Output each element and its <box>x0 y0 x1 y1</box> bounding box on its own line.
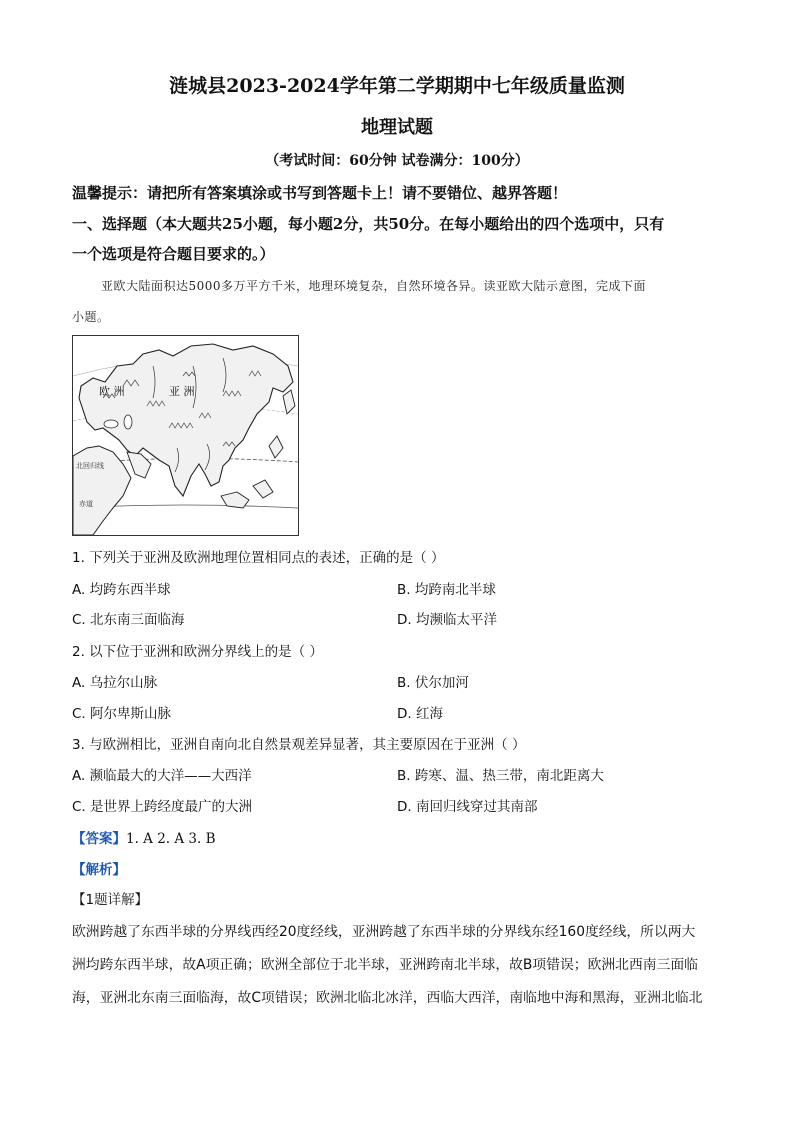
analysis-line-2: 洲均跨东西半球，故A项正确；欧洲全部位于北半球，亚洲跨南北半球，故B项错误；欧洲北西南三面临 <box>72 957 698 973</box>
map-label-tropic: 北回归线 <box>76 462 104 470</box>
question-3-option-a: A. 濒临最大的大洋——大西洋 <box>72 768 252 784</box>
question-1-option-d: D. 均濒临太平洋 <box>397 612 497 628</box>
africa-landmass <box>73 446 131 535</box>
section-heading-line1: 一、选择题（本大题共25小题，每小题2分，共50分。在每小题给出的四个选项中，只有 <box>72 215 665 233</box>
question-3-stem: 3. 与欧洲相比，亚洲自南向北自然景观差异显著，其主要原因在于亚洲（ ） <box>72 737 526 753</box>
answer-row <box>72 827 216 847</box>
question-1-option-b: B. 均跨南北半球 <box>397 582 496 598</box>
question-2-option-d: D. 红海 <box>397 706 443 722</box>
question-1-option-a: A. 均跨东西半球 <box>72 582 171 598</box>
question-2-stem: 2. 以下位于亚洲和欧洲分界线上的是（ ） <box>72 644 323 660</box>
caspian-sea <box>124 415 132 429</box>
detail-label-q1: 【1题详解】 <box>72 892 149 908</box>
section-heading-line2: 一个选项是符合题目要求的。） <box>72 245 275 263</box>
question-3-option-c: C. 是世界上跨经度最广的大洲 <box>72 799 253 815</box>
question-3-option-b: B. 跨寒、温、热三带，南北距离大 <box>397 768 604 784</box>
black-sea <box>104 420 118 428</box>
map-label-europe: 欧 洲 <box>99 385 125 398</box>
exam-info: （考试时间：60分钟 试卷满分：100分） <box>265 153 529 169</box>
map-label-asia: 亚 洲 <box>169 385 195 398</box>
question-1-stem: 1. 下列关于亚洲及欧洲地理位置相同点的表述，正确的是（ ） <box>72 550 445 566</box>
exam-title: 涟城县2023-2024学年第二学期期中七年级质量监测 <box>169 75 625 97</box>
eurasia-map <box>72 335 299 536</box>
eurasia-map-svg <box>73 336 298 535</box>
question-3-option-d: D. 南回归线穿过其南部 <box>397 799 538 815</box>
intro-line2: 小题。 <box>72 310 110 324</box>
intro-line1: 亚欧大陆面积达5000多万平方千米，地理环境复杂，自然环境各异。读亚欧大陆示意图，完成下面 <box>101 279 647 293</box>
subject-title: 地理试题 <box>361 117 433 138</box>
analysis-line-1: 欧洲跨越了东西半球的分界线西经20度经线，亚洲跨越了东西半球的分界线东经160度经线，所以两大 <box>72 924 696 940</box>
analysis-line-3: 海，亚洲北东南三面临海，故C项错误；欧洲北临北冰洋，西临大西洋，南临地中海和黑海，亚洲北临北 <box>72 990 703 1006</box>
analysis-label: 【解析】 <box>72 862 126 878</box>
map-label-equator: 赤道 <box>79 500 93 508</box>
answer-text: 1. A 2. A 3. B <box>126 831 216 847</box>
question-2-option-b: B. 伏尔加河 <box>397 675 469 691</box>
question-2-option-a: A. 乌拉尔山脉 <box>72 675 158 691</box>
arabia-landmass <box>127 452 151 478</box>
answer-label: 【答案】 <box>72 831 126 847</box>
question-2-option-c: C. 阿尔卑斯山脉 <box>72 706 172 722</box>
warm-tip: 温馨提示：请把所有答案填涂或书写到答题卡上！请不要错位、越界答题！ <box>72 184 568 202</box>
question-1-option-c: C. 北东南三面临海 <box>72 612 185 628</box>
